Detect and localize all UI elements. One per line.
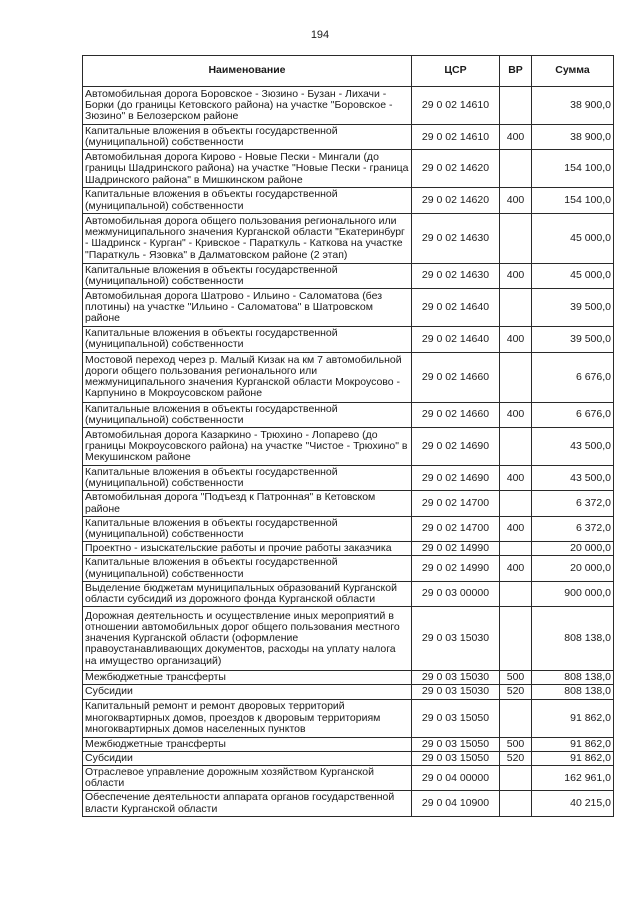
cell-csr: 29 0 02 14700 xyxy=(412,516,500,541)
cell-csr: 29 0 03 00000 xyxy=(412,581,500,606)
cell-vr: 400 xyxy=(500,188,532,213)
cell-csr: 29 0 03 15050 xyxy=(412,699,500,737)
cell-vr: 400 xyxy=(500,556,532,581)
table-row xyxy=(83,751,614,765)
header-name: Наименование xyxy=(83,56,412,87)
cell-sum: 38 900,0 xyxy=(532,87,614,125)
cell-name: Отраслевое управление дорожным хозяйством Курганской области xyxy=(83,766,412,791)
cell-csr: 29 0 02 14690 xyxy=(412,428,500,466)
cell-sum: 45 000,0 xyxy=(532,263,614,288)
table-row xyxy=(83,699,614,737)
cell-vr: 400 xyxy=(500,402,532,427)
header-sum: Сумма xyxy=(532,56,614,87)
cell-vr xyxy=(500,542,532,556)
cell-vr xyxy=(500,150,532,188)
cell-csr: 29 0 02 14660 xyxy=(412,402,500,427)
cell-csr: 29 0 02 14620 xyxy=(412,188,500,213)
cell-sum: 39 500,0 xyxy=(532,327,614,352)
cell-name: Капитальные вложения в объекты государственной (муниципальной) собственности xyxy=(83,125,412,150)
cell-sum: 6 372,0 xyxy=(532,516,614,541)
header-csr: ЦСР xyxy=(412,56,500,87)
cell-name: Обеспечение деятельности аппарата органов государственной власти Курганской области xyxy=(83,791,412,816)
cell-sum: 43 500,0 xyxy=(532,428,614,466)
cell-csr: 29 0 02 14990 xyxy=(412,556,500,581)
cell-name: Автомобильная дорога Боровское - Зюзино - Бузан - Лихачи - Борки (до границы Кетовского района) на участке "Боровское - Зюзино" в Белозерском районе xyxy=(83,87,412,125)
cell-csr: 29 0 04 00000 xyxy=(412,766,500,791)
cell-name: Автомобильная дорога общего пользования регионального или межмуниципального значения Курганской области "Екатеринбург - Шадринск - Курган" - Кривское - Параткуль - Каткова на участке "Параткуль - Язовка" в Далматовском районе (2 этап) xyxy=(83,213,412,263)
cell-vr xyxy=(500,491,532,516)
cell-sum: 91 862,0 xyxy=(532,699,614,737)
table-row xyxy=(83,402,614,427)
cell-sum: 6 372,0 xyxy=(532,491,614,516)
table-row xyxy=(83,542,614,556)
table-row xyxy=(83,466,614,491)
cell-name: Межбюджетные трансферты xyxy=(83,671,412,685)
cell-name: Субсидии xyxy=(83,685,412,699)
cell-sum: 43 500,0 xyxy=(532,466,614,491)
cell-name: Субсидии xyxy=(83,751,412,765)
cell-name: Межбюджетные трансферты xyxy=(83,737,412,751)
cell-name: Автомобильная дорога Казаркино - Трюхино - Лопарево (до границы Мокроусовского района) на участке "Чистое - Трюхино" в Мекушинском районе xyxy=(83,428,412,466)
cell-name: Выделение бюджетам муниципальных образований Курганской области субсидий из дорожного фонда Курганской области xyxy=(83,581,412,606)
table-header-row xyxy=(83,56,614,87)
cell-csr: 29 0 04 10900 xyxy=(412,791,500,816)
cell-vr xyxy=(500,607,532,671)
cell-vr: 400 xyxy=(500,516,532,541)
cell-vr xyxy=(500,213,532,263)
cell-vr: 400 xyxy=(500,263,532,288)
cell-sum: 91 862,0 xyxy=(532,751,614,765)
cell-sum: 38 900,0 xyxy=(532,125,614,150)
cell-name: Капитальные вложения в объекты государственной (муниципальной) собственности xyxy=(83,327,412,352)
cell-name: Дорожная деятельность и осуществление иных мероприятий в отношении автомобильных дорог общего пользования местного значения Курганской области (оформление правоустанавливающих документов, расходы на уплату налога на имущество организаций) xyxy=(83,607,412,671)
cell-name: Автомобильная дорога "Подъезд к Патронная" в Кетовском районе xyxy=(83,491,412,516)
cell-sum: 20 000,0 xyxy=(532,542,614,556)
table-row xyxy=(83,289,614,327)
header-vr: ВР xyxy=(500,56,532,87)
cell-csr: 29 0 02 14690 xyxy=(412,466,500,491)
table-row xyxy=(83,213,614,263)
cell-csr: 29 0 02 14640 xyxy=(412,289,500,327)
table-row xyxy=(83,737,614,751)
table-row xyxy=(83,352,614,402)
cell-vr xyxy=(500,352,532,402)
table-row xyxy=(83,150,614,188)
table-row xyxy=(83,607,614,671)
cell-sum: 6 676,0 xyxy=(532,352,614,402)
cell-sum: 39 500,0 xyxy=(532,289,614,327)
cell-csr: 29 0 03 15050 xyxy=(412,751,500,765)
cell-name: Автомобильная дорога Кирово - Новые Пески - Мингали (до границы Шадринского района) на участке "Новые Пески - граница Шадринского района" в Мишкинском районе xyxy=(83,150,412,188)
cell-name: Мостовой переход через р. Малый Кизак на км 7 автомобильной дороги общего пользования регионального или межмуниципального значения Курганской области Мокроусово - Карпунино в Мокроусовском районе xyxy=(83,352,412,402)
cell-sum: 91 862,0 xyxy=(532,737,614,751)
table-row xyxy=(83,791,614,816)
cell-vr: 520 xyxy=(500,685,532,699)
cell-csr: 29 0 02 14990 xyxy=(412,542,500,556)
cell-name: Капитальные вложения в объекты государственной (муниципальной) собственности xyxy=(83,188,412,213)
cell-vr: 400 xyxy=(500,125,532,150)
table-row xyxy=(83,516,614,541)
table-row xyxy=(83,188,614,213)
cell-name: Проектно - изыскательские работы и прочие работы заказчика xyxy=(83,542,412,556)
table-body xyxy=(83,87,614,817)
table-row xyxy=(83,491,614,516)
cell-name: Капитальные вложения в объекты государственной (муниципальной) собственности xyxy=(83,516,412,541)
cell-vr xyxy=(500,87,532,125)
cell-name: Капитальные вложения в объекты государственной (муниципальной) собственности xyxy=(83,263,412,288)
cell-vr xyxy=(500,766,532,791)
cell-sum: 154 100,0 xyxy=(532,188,614,213)
cell-sum: 808 138,0 xyxy=(532,685,614,699)
table-row xyxy=(83,87,614,125)
table-row xyxy=(83,581,614,606)
table-row xyxy=(83,263,614,288)
cell-vr: 400 xyxy=(500,327,532,352)
table-row xyxy=(83,556,614,581)
cell-name: Капитальные вложения в объекты государственной (муниципальной) собственности xyxy=(83,402,412,427)
cell-csr: 29 0 03 15030 xyxy=(412,607,500,671)
cell-vr xyxy=(500,581,532,606)
cell-vr: 500 xyxy=(500,737,532,751)
cell-csr: 29 0 02 14640 xyxy=(412,327,500,352)
cell-csr: 29 0 03 15050 xyxy=(412,737,500,751)
table-row xyxy=(83,428,614,466)
page-number: 194 xyxy=(310,29,330,41)
cell-sum: 900 000,0 xyxy=(532,581,614,606)
cell-vr xyxy=(500,289,532,327)
cell-vr xyxy=(500,699,532,737)
cell-vr xyxy=(500,428,532,466)
cell-csr: 29 0 02 14610 xyxy=(412,87,500,125)
cell-vr xyxy=(500,791,532,816)
table-row xyxy=(83,327,614,352)
cell-sum: 6 676,0 xyxy=(532,402,614,427)
cell-sum: 40 215,0 xyxy=(532,791,614,816)
table-row xyxy=(83,685,614,699)
cell-name: Капитальные вложения в объекты государственной (муниципальной) собственности xyxy=(83,556,412,581)
cell-sum: 45 000,0 xyxy=(532,213,614,263)
cell-csr: 29 0 03 15030 xyxy=(412,671,500,685)
cell-name: Автомобильная дорога Шатрово - Ильино - Саломатова (без плотины) на участке "Ильино - Саломатова" в Шатровском районе xyxy=(83,289,412,327)
cell-name: Капитальные вложения в объекты государственной (муниципальной) собственности xyxy=(83,466,412,491)
budget-table xyxy=(82,55,614,817)
cell-vr: 520 xyxy=(500,751,532,765)
table-row xyxy=(83,766,614,791)
cell-vr: 400 xyxy=(500,466,532,491)
cell-csr: 29 0 02 14660 xyxy=(412,352,500,402)
cell-csr: 29 0 02 14630 xyxy=(412,213,500,263)
cell-sum: 20 000,0 xyxy=(532,556,614,581)
cell-vr: 500 xyxy=(500,671,532,685)
table-row xyxy=(83,671,614,685)
cell-csr: 29 0 02 14630 xyxy=(412,263,500,288)
cell-sum: 162 961,0 xyxy=(532,766,614,791)
cell-csr: 29 0 02 14610 xyxy=(412,125,500,150)
cell-csr: 29 0 02 14620 xyxy=(412,150,500,188)
cell-sum: 808 138,0 xyxy=(532,607,614,671)
cell-sum: 154 100,0 xyxy=(532,150,614,188)
cell-csr: 29 0 03 15030 xyxy=(412,685,500,699)
cell-sum: 808 138,0 xyxy=(532,671,614,685)
cell-csr: 29 0 02 14700 xyxy=(412,491,500,516)
cell-name: Капитальный ремонт и ремонт дворовых территорий многоквартирных домов, проездов к дворовым территориям многоквартирных домов населенных пунктов xyxy=(83,699,412,737)
table-row xyxy=(83,125,614,150)
